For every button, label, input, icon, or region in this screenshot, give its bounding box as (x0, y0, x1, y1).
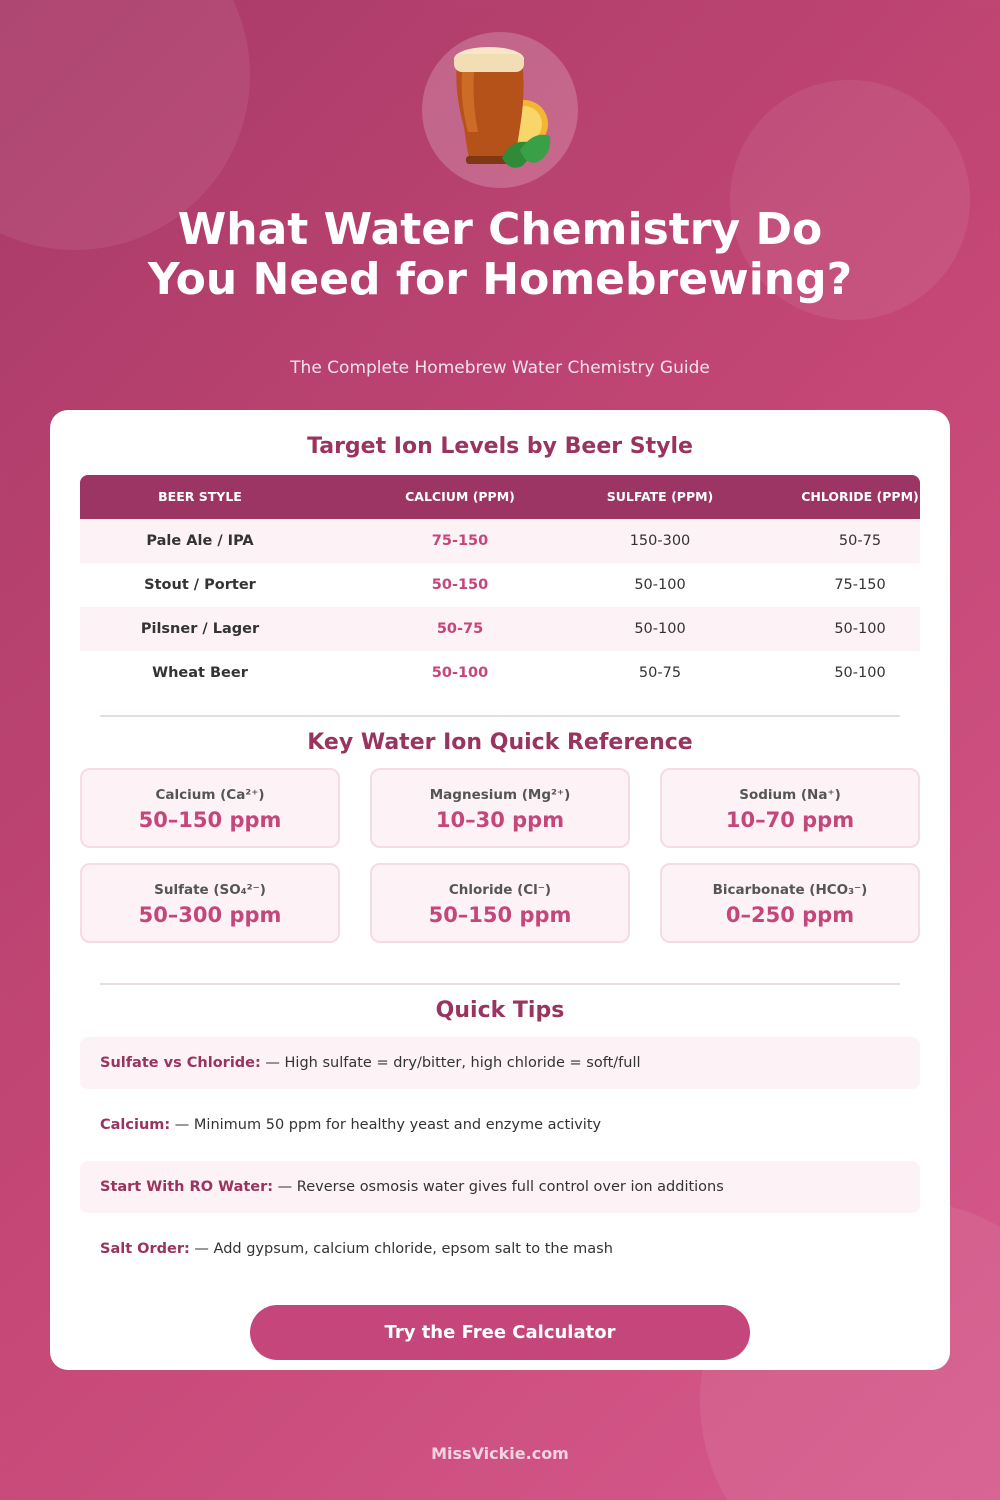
cell-sulfate: 50-75 (638, 665, 682, 681)
title-line-2: You Need for Homebrewing? (147, 254, 853, 305)
beer-glass-icon (422, 32, 578, 188)
ion-name: Sulfate (SO₄²⁻) (154, 882, 266, 898)
tip-text: — Add gypsum, calcium chloride, epsom salt to the mash (189, 1241, 613, 1257)
table-header-row (80, 475, 920, 519)
section-divider (100, 715, 900, 717)
cell-chloride: 50-100 (834, 665, 886, 681)
ion-name: Calcium (Ca²⁺) (155, 787, 265, 803)
header-beer-style: BEER STYLE (158, 489, 242, 504)
ion-name: Chloride (Cl⁻) (448, 882, 552, 898)
tip-item (80, 1223, 920, 1275)
table-row (80, 519, 920, 563)
ion-card-calcium (80, 768, 340, 848)
ion-name: Bicarbonate (HCO₃⁻) (712, 882, 868, 898)
cell-style: Wheat Beer (152, 665, 248, 681)
ion-card-sodium (660, 768, 920, 848)
tip-text: — High sulfate = dry/bitter, high chloride = soft/full (260, 1055, 641, 1071)
table-row (80, 651, 920, 695)
header-chloride: CHLORIDE (PPM) (801, 489, 919, 504)
ion-name: Sodium (Na⁺) (739, 787, 841, 803)
tip-text: — Minimum 50 ppm for healthy yeast and enzyme activity (170, 1117, 602, 1133)
ion-value: 50–300 ppm (138, 903, 282, 927)
tip-label: Sulfate vs Chloride: (100, 1055, 261, 1071)
table-row (80, 607, 920, 651)
tip-item (80, 1037, 920, 1089)
tip-item (80, 1099, 920, 1151)
ion-value: 10–70 ppm (725, 808, 855, 832)
cell-style: Pale Ale / IPA (146, 533, 254, 549)
ion-card-sulfate (80, 863, 340, 943)
table-section-title: Target Ion Levels by Beer Style (307, 434, 693, 459)
ion-value: 0–250 ppm (725, 903, 855, 927)
cell-calcium: 75-150 (431, 533, 489, 549)
ions-section-title: Key Water Ion Quick Reference (307, 730, 693, 755)
tip-text: — Reverse osmosis water gives full control over ion additions (273, 1179, 724, 1195)
cell-style: Stout / Porter (144, 577, 256, 593)
ion-card-magnesium (370, 768, 630, 848)
ion-value: 10–30 ppm (435, 808, 565, 832)
content-card (50, 410, 950, 1370)
ion-value: 50–150 ppm (138, 808, 282, 832)
header-calcium: CALCIUM (PPM) (405, 489, 515, 504)
cell-chloride: 50-100 (834, 621, 886, 637)
footer-site-link[interactable]: MissVickie.com (431, 1444, 569, 1463)
tip-label: Salt Order: (100, 1241, 190, 1257)
ion-card-bicarbonate (660, 863, 920, 943)
cell-style: Pilsner / Lager (140, 621, 260, 637)
table-row (80, 563, 920, 607)
cell-calcium: 50-100 (431, 665, 489, 681)
cell-chloride: 50-75 (838, 533, 882, 549)
ion-levels-table (80, 475, 920, 695)
page-title (0, 205, 1000, 305)
tip-label: Calcium: (100, 1117, 171, 1133)
header-sulfate: SULFATE (PPM) (606, 489, 714, 504)
title-line-1: What Water Chemistry Do (177, 204, 823, 255)
tip-label: Start With RO Water: (100, 1179, 274, 1195)
try-calculator-button[interactable]: Try the Free Calculator (250, 1305, 750, 1360)
page-subtitle: The Complete Homebrew Water Chemistry Guide (290, 358, 710, 378)
tips-section-title: Quick Tips (435, 998, 565, 1023)
section-divider (100, 983, 900, 985)
cell-sulfate: 50-100 (634, 621, 686, 637)
cell-calcium: 50-75 (436, 621, 484, 637)
cell-chloride: 75-150 (834, 577, 886, 593)
cell-sulfate: 150-300 (629, 533, 691, 549)
ion-value: 50–150 ppm (428, 903, 572, 927)
ion-card-chloride (370, 863, 630, 943)
cell-calcium: 50-150 (431, 577, 489, 593)
cell-sulfate: 50-100 (634, 577, 686, 593)
tip-item (80, 1161, 920, 1213)
ion-name: Magnesium (Mg²⁺) (429, 787, 571, 803)
